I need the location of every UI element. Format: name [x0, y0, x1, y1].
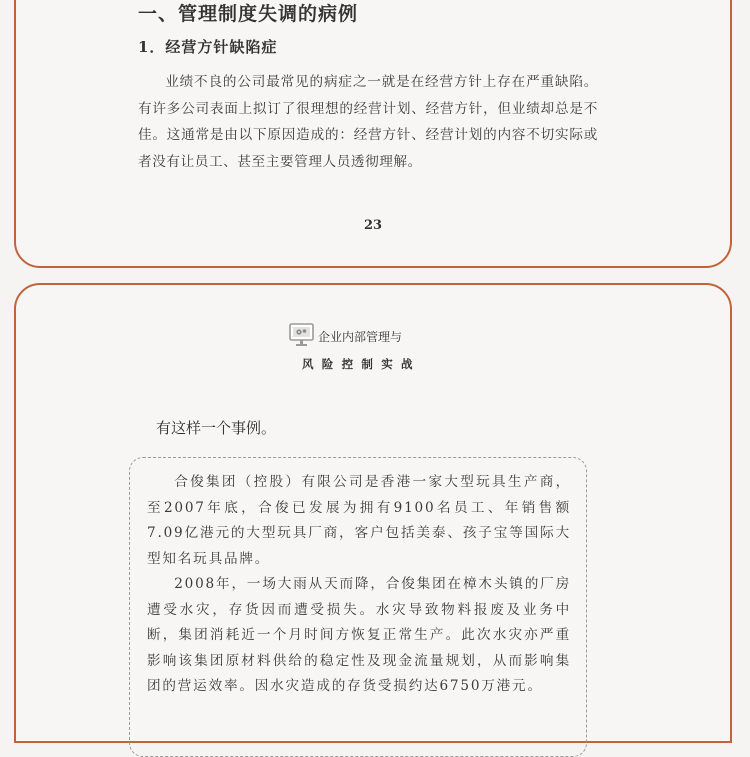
book-header	[286, 320, 446, 372]
case-paragraph: 合俊集团（控股）有限公司是香港一家大型玩具生产商，至2007年底，合俊已发展为拥有9100名员工、年销售额7.09亿港元的大型玩具厂商，客户包括美泰、孩子宝等国际大型知名玩具品牌。	[147, 474, 571, 567]
book-subtitle: 风险控制实战	[302, 357, 421, 371]
case-study-box	[129, 457, 587, 757]
page-number: 23	[363, 218, 383, 233]
monitor-icon	[288, 321, 316, 353]
intro-sentence: 有这样一个事例。	[156, 419, 277, 437]
case-paragraph: 2008年，一场大雨从天而降，合俊集团在樟木头镇的厂房遭受水灾，存货因而遭受损失。水灾导致物料报废及业务中断，集团消耗近一个月时间方恢复正常生产。此次水灾亦严重影响该集团原材料供给的稳定性及现金流量规划，从而影响集团的营运效率。因水灾造成的存货受损约达6750万港元。	[147, 576, 571, 695]
sub-heading: 1．经营方针缺陷症	[138, 38, 278, 56]
book-title: 企业内部管理与	[318, 330, 403, 344]
current-page	[14, 283, 732, 743]
previous-page	[14, 0, 732, 268]
body-paragraph: 业绩不良的公司最常见的病症之一就是在经营方针上存在严重缺陷。有许多公司表面上拟订了很理想的经营计划、经营方针，但业绩却总是不佳。这通常是由以下原因造成的：经营方针、经营计划的内容不切实际或者没有让员工、甚至主要管理人员透彻理解。	[138, 74, 598, 170]
section-heading: 一、管理制度失调的病例	[138, 3, 359, 25]
